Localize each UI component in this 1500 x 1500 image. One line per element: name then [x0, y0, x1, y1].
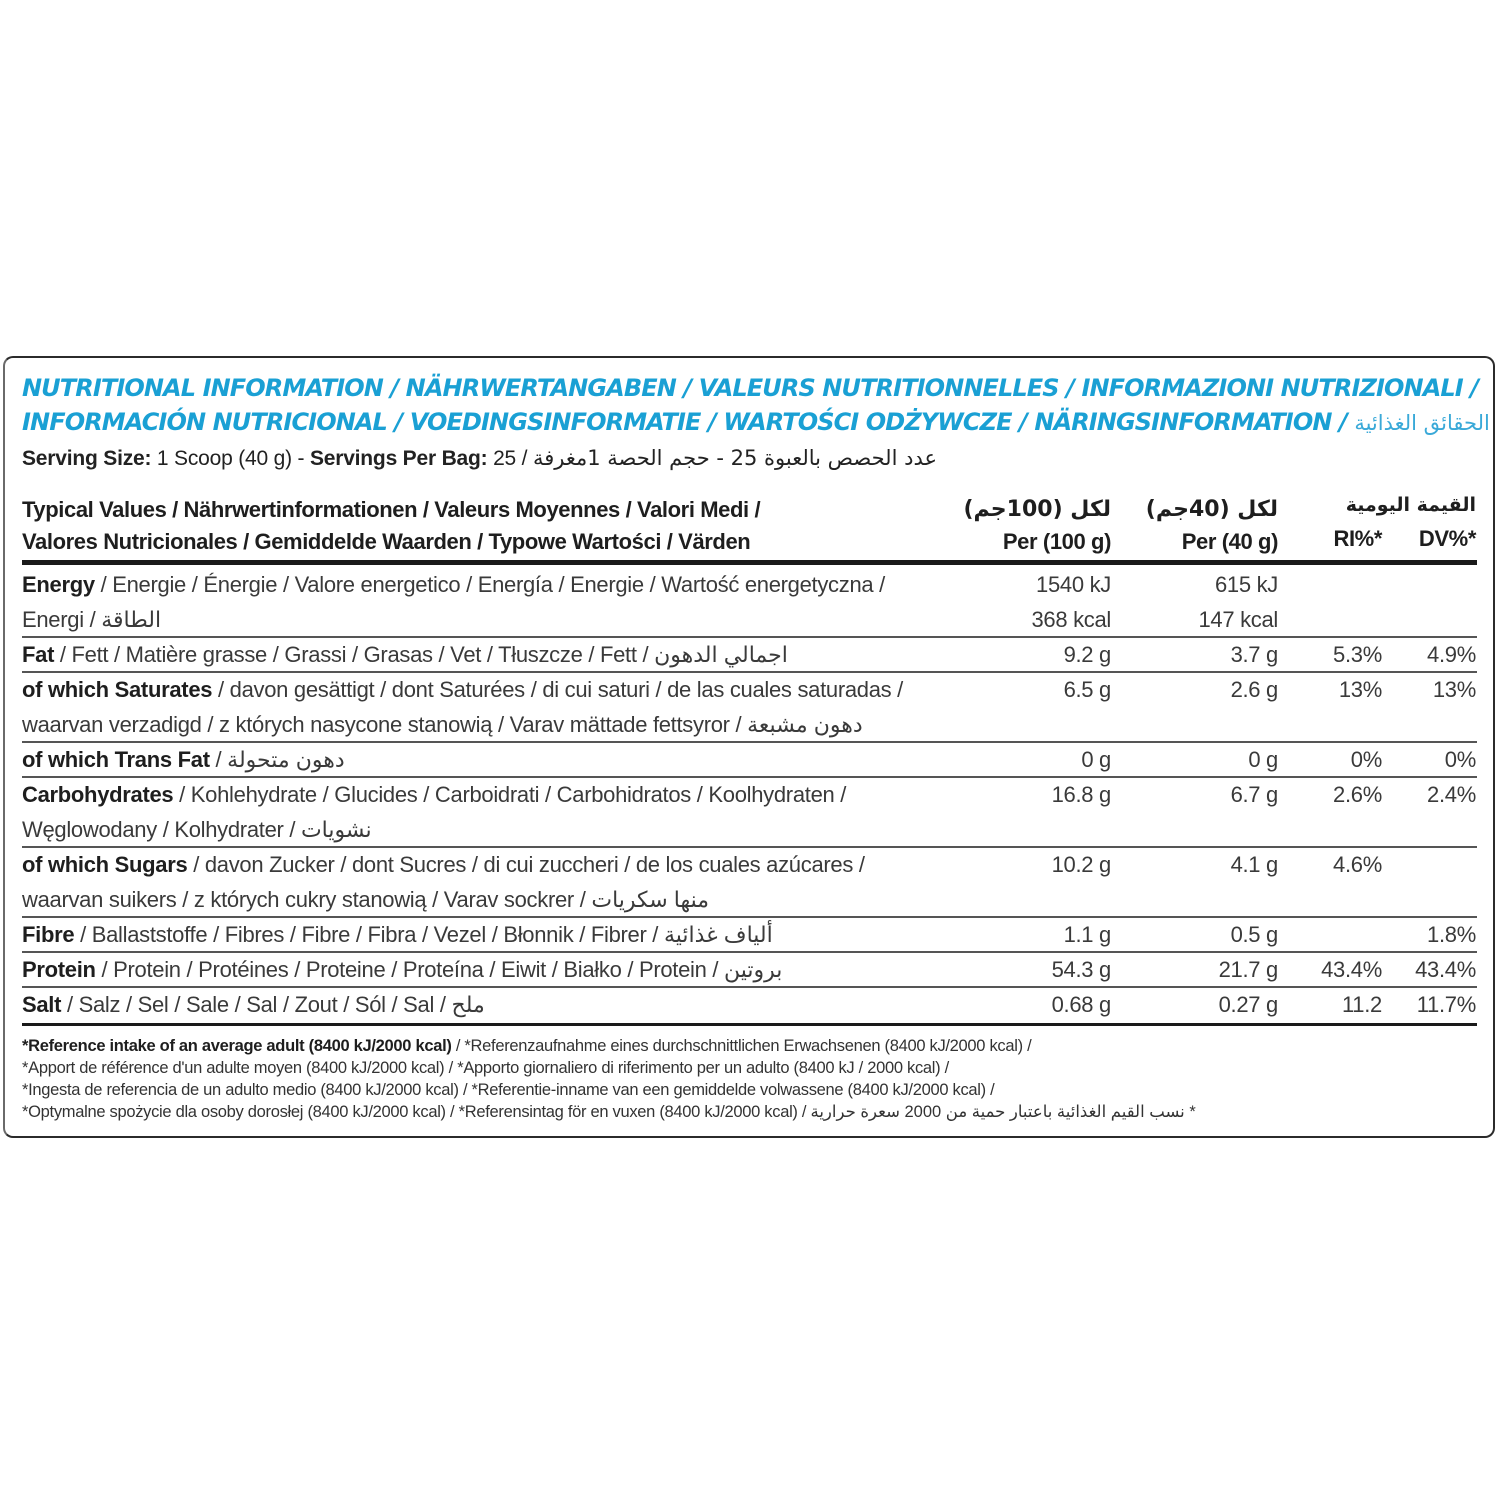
footnote-line-4: *Optymalne spożycie dla osoby dorosłej (8400 kJ/2000 kcal) / *Referensintag för en vuxen (8400 kJ/2000 kcal) / نسب القيم الغذائية باعتبار حمية من 2000 سعرة حرارية * — [22, 1103, 1196, 1121]
row-name: Salt — [22, 992, 62, 1017]
dv-value: 1.8% — [1427, 922, 1476, 947]
per-40g-label: Per (40 g) — [1181, 529, 1278, 554]
per-40g-header — [1110, 494, 1278, 558]
per-40g-value: 0.27 g — [1218, 992, 1278, 1017]
row-translations-2: Energi / الطاقة — [22, 607, 162, 632]
row-name: Fat — [22, 642, 55, 667]
per-40g-value: 6.7 g — [1230, 782, 1278, 807]
ri-value: 43.4% — [1321, 957, 1382, 982]
per-100g-value: 6.5 g — [1063, 677, 1111, 702]
dv-value: 13% — [1432, 677, 1476, 702]
typical-values-line-2: Valores Nutricionales / Gemiddelde Waarden / Typowe Wartości / Värden — [22, 529, 751, 554]
per-100g-value: 1.1 g — [1063, 922, 1111, 947]
row-label — [22, 672, 922, 742]
per-40g-kj: 615 kJ — [1214, 572, 1278, 597]
ri-value: 5.3% — [1333, 642, 1382, 667]
daily-value-arabic: القيمة اليومية — [1345, 494, 1476, 516]
serving-info — [22, 446, 937, 471]
title-line-2-text: INFORMACIÓN NUTRICIONAL / VOEDINGSINFORMATIE / WARTOŚCI ODŻYWCZE / NÄRINGSINFORMATION / — [22, 408, 1347, 436]
per-40g-arabic: لكل (40جم) — [1145, 497, 1278, 522]
row-label — [22, 917, 922, 952]
typical-values-header — [22, 494, 760, 558]
per-100g-value: 0.68 g — [1051, 992, 1111, 1017]
dv-header: DV%* — [1418, 526, 1476, 551]
row-translations: / Kohlehydrate / Glucides / Carboidrati / Carbohidratos / Koolhydraten / — [173, 782, 847, 807]
row-translations: / Energie / Énergie / Valore energetico / Energía / Energie / Wartość energetyczna / — [94, 572, 885, 597]
dv-value: 2.4% — [1427, 782, 1476, 807]
title-line-1: NUTRITIONAL INFORMATION / NÄHRWERTANGABEN / VALEURS NUTRITIONNELLES / INFORMAZIONI NUTRIZIONALI / — [22, 374, 1479, 402]
dv-value: 11.7% — [1416, 992, 1476, 1017]
per-40g-value: 3.7 g — [1230, 642, 1278, 667]
row-translations-2: Węglowodany / Kolhydrater / نشويات — [22, 817, 372, 842]
per-100g-value: 9.2 g — [1063, 642, 1111, 667]
servings-per-bag-label: Servings Per Bag: — [309, 447, 488, 470]
per-100g-value: 16.8 g — [1051, 782, 1111, 807]
footnote-line-3: *Ingesta de referencia de un adulto medio (8400 kJ/2000 kcal) / *Referentie-inname van een gemiddelde volwassene (8400 kJ/2000 kcal) / — [22, 1081, 995, 1099]
per-100g-value: 10.2 g — [1051, 852, 1111, 877]
ri-value: 2.6% — [1333, 782, 1382, 807]
row-label — [22, 987, 922, 1022]
dv-value: 4.9% — [1427, 642, 1476, 667]
dv-value: 43.4% — [1415, 957, 1476, 982]
per-40g-value: 0 g — [1248, 747, 1278, 772]
row-translations: / davon Zucker / dont Sucres / di cui zuccheri / de los cuales azúcares / — [187, 852, 865, 877]
row-name: of which Saturates — [22, 677, 213, 702]
row-name: of which Sugars — [22, 852, 188, 877]
per-100g-label: Per (100 g) — [1002, 529, 1111, 554]
footnote-line-1 — [22, 1035, 1482, 1057]
servings-per-bag-value: 25 / — [487, 447, 533, 470]
row-translations: / Protein / Protéines / Proteine / Proteína / Eiwit / Białko / Protein / بروتين — [95, 957, 783, 982]
row-translations-2: waarvan suikers / z których cukry stanowią / Varav sockrer / منها سكريات — [22, 887, 710, 912]
ri-header: RI%* — [1333, 526, 1382, 551]
row-translations: / دهون متحولة — [209, 747, 345, 772]
row-name: Protein — [22, 957, 96, 982]
row-label — [22, 637, 922, 672]
title-line-2-arabic: الحقائق الغذائية — [1354, 411, 1490, 435]
serving-size-label: Serving Size: — [22, 447, 152, 470]
per-100g-value — [940, 567, 1111, 637]
serving-size-value: 1 Scoop (40 g) - — [151, 447, 310, 470]
row-translations: / Fett / Matière grasse / Grassi / Grasas / Vet / Tłuszcze / Fett / اجمالي الدهون — [54, 642, 788, 667]
dv-value: 0% — [1444, 747, 1476, 772]
per-100g-kj: 1540 kJ — [1036, 572, 1111, 597]
row-translations: / Ballaststoffe / Fibres / Fibre / Fibra / Vezel / Błonnik / Fibrer / ألياف غذائية — [74, 922, 773, 947]
per-40g-value: 2.6 g — [1230, 677, 1278, 702]
row-translations: / davon gesättigt / dont Saturées / di cui saturi / de las cuales saturadas / — [212, 677, 903, 702]
typical-values-line-1: Typical Values / Nährwertinformationen / Valeurs Moyennes / Valori Medi / — [22, 497, 761, 522]
per-40g-value: 4.1 g — [1230, 852, 1278, 877]
ri-value: 0% — [1350, 747, 1382, 772]
row-label — [22, 777, 922, 847]
per-100g-value: 54.3 g — [1051, 957, 1111, 982]
per-40g-value: 21.7 g — [1218, 957, 1278, 982]
per-40g-value: 0.5 g — [1230, 922, 1278, 947]
per-100g-arabic: لكل (100جم) — [963, 497, 1111, 522]
serving-arabic: عدد الحصص بالعبوة 25 - حجم الحصة 1مغرفة — [532, 446, 937, 470]
row-name: Carbohydrates — [22, 782, 174, 807]
per-100g-kcal: 368 kcal — [1031, 607, 1111, 632]
title-line-2 — [22, 408, 1490, 436]
row-label — [22, 952, 922, 987]
table-bottom-divider — [22, 1023, 1477, 1026]
row-label — [22, 742, 922, 777]
row-label — [22, 567, 922, 637]
per-40g-value — [1110, 567, 1278, 637]
footnote-bold: *Reference intake of an average adult (8400 kJ/2000 kcal) — [22, 1037, 452, 1055]
row-translations-2: waarvan verzadigd / z których nasycone stanowią / Varav mättade fettsyror / دهون مشبعة — [22, 712, 863, 737]
per-100g-value: 0 g — [1081, 747, 1111, 772]
row-translations: / Salz / Sel / Sale / Sal / Zout / Sól / Sal / ملح — [61, 992, 485, 1017]
ri-value: 4.6% — [1333, 852, 1382, 877]
per-100g-header — [940, 494, 1111, 558]
footnote-line-2: *Apport de référence d'un adulte moyen (8400 kJ/2000 kcal) / *Apporto giornaliero di riferimento per un adulto (8400 kJ / 2000 kcal) / — [22, 1059, 949, 1077]
row-name: Energy — [22, 572, 95, 597]
footnote-line-1-rest: / *Referenzaufnahme eines durchschnittlichen Erwachsenen (8400 kJ/2000 kcal) / — [451, 1037, 1032, 1055]
per-40g-kcal: 147 kcal — [1198, 607, 1278, 632]
ri-value: 11.2 — [1342, 992, 1382, 1017]
ri-value: 13% — [1338, 677, 1382, 702]
row-name: Fibre — [22, 922, 75, 947]
header-divider — [22, 560, 1477, 565]
row-name: of which Trans Fat — [22, 747, 210, 772]
row-label — [22, 847, 922, 917]
